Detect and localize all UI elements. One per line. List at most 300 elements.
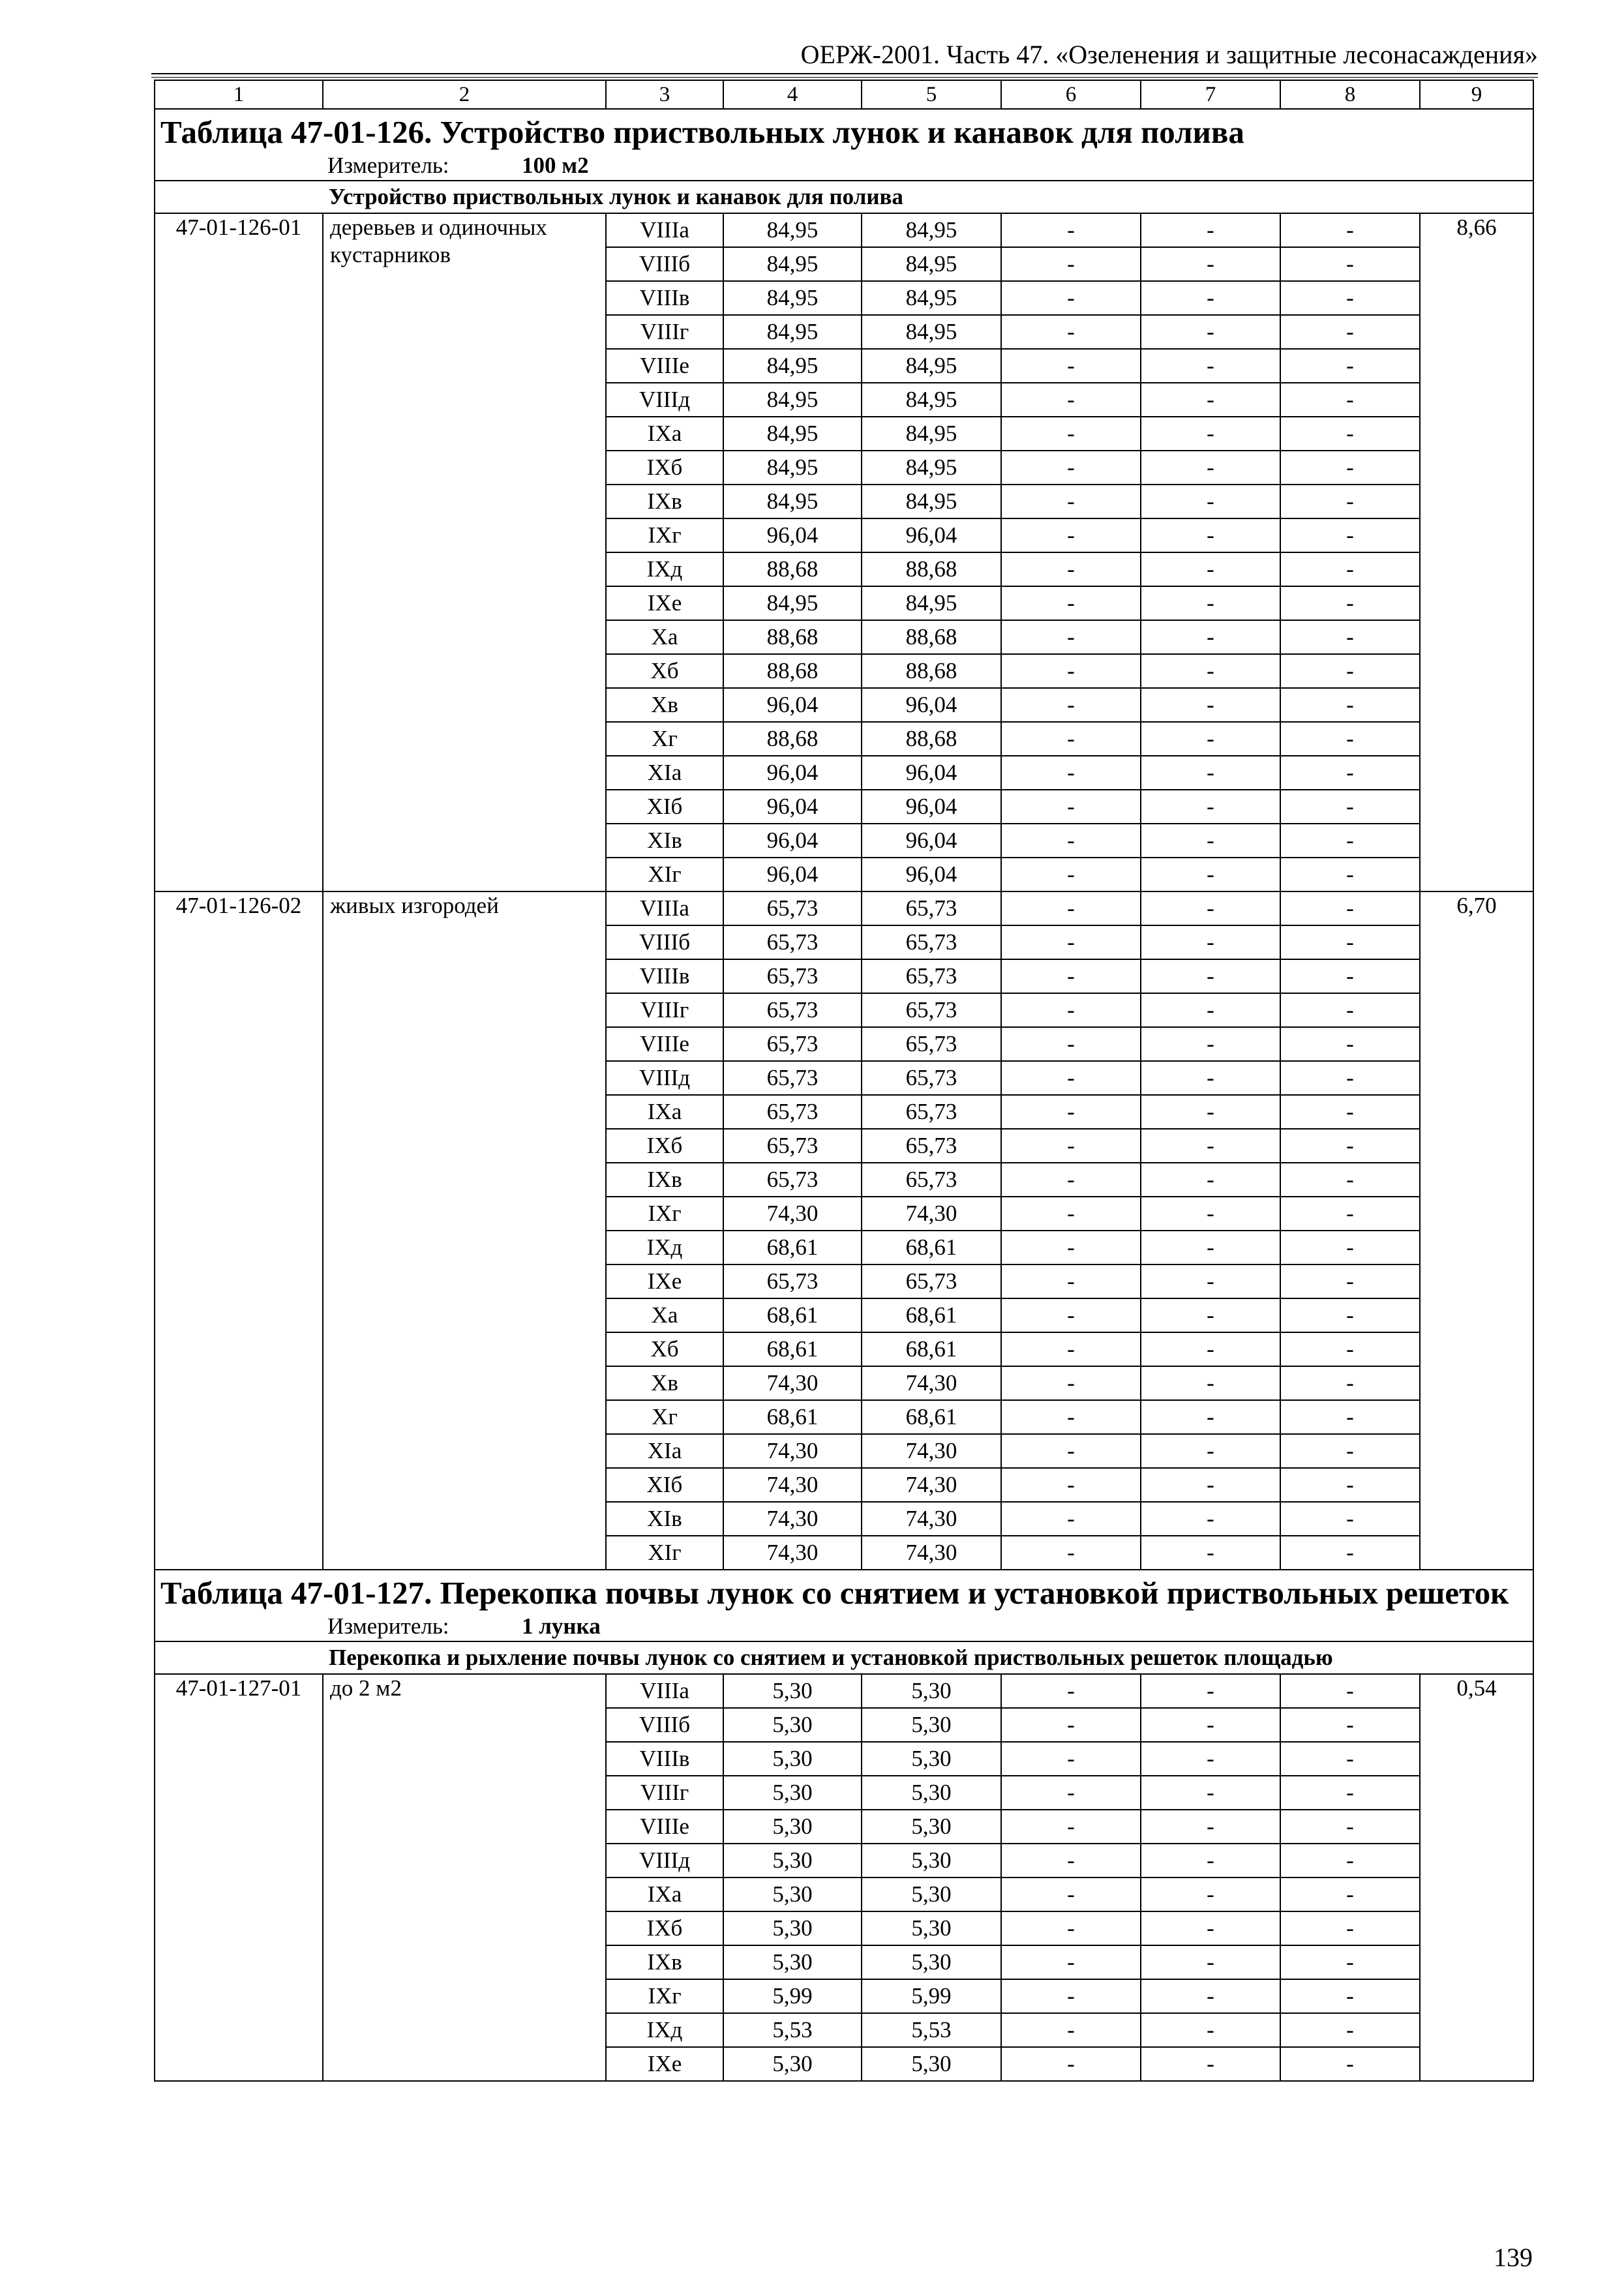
machinist-wages: - (1141, 281, 1280, 315)
machine-costs: - (1001, 451, 1141, 485)
region-class: IXб (606, 1129, 723, 1163)
machine-costs: - (1001, 518, 1141, 552)
machine-costs: - (1001, 1298, 1141, 1332)
table-title-cell (155, 1570, 1533, 1641)
region-class: VIIIг (606, 315, 723, 349)
direct-costs: 65,73 (723, 891, 862, 925)
labor-wages: 5,53 (862, 2013, 1001, 2047)
materials-costs: - (1280, 688, 1420, 722)
machine-costs: - (1001, 1027, 1141, 1061)
direct-costs: 5,30 (723, 1776, 862, 1810)
region-class: VIIIв (606, 1742, 723, 1776)
direct-costs: 5,53 (723, 2013, 862, 2047)
direct-costs: 5,30 (723, 1945, 862, 1979)
region-class: IXг (606, 518, 723, 552)
direct-costs: 84,95 (723, 383, 862, 417)
materials-costs: - (1280, 1979, 1420, 2013)
direct-costs: 84,95 (723, 417, 862, 451)
direct-costs: 96,04 (723, 518, 862, 552)
machinist-wages: - (1141, 790, 1280, 824)
machinist-wages: - (1141, 1536, 1280, 1570)
labor-wages: 5,30 (862, 1674, 1001, 1708)
machinist-wages: - (1141, 1776, 1280, 1810)
region-class: VIIIе (606, 349, 723, 383)
materials-costs: - (1280, 1231, 1420, 1264)
materials-costs: - (1280, 1502, 1420, 1536)
labor-wages: 65,73 (862, 993, 1001, 1027)
direct-costs: 65,73 (723, 1264, 862, 1298)
region-class: IXа (606, 1878, 723, 1911)
materials-costs: - (1280, 620, 1420, 654)
materials-costs: - (1280, 1674, 1420, 1708)
materials-costs: - (1280, 722, 1420, 756)
materials-costs: - (1280, 1366, 1420, 1400)
region-class: IXв (606, 485, 723, 518)
materials-costs: - (1280, 1400, 1420, 1434)
machinist-wages: - (1141, 552, 1280, 586)
materials-costs: - (1280, 959, 1420, 993)
direct-costs: 74,30 (723, 1502, 862, 1536)
direct-costs: 84,95 (723, 315, 862, 349)
materials-costs: - (1280, 891, 1420, 925)
machine-costs: - (1001, 315, 1141, 349)
direct-costs: 65,73 (723, 1027, 862, 1061)
materials-costs: - (1280, 1536, 1420, 1570)
machinist-wages: - (1141, 858, 1280, 891)
machinist-wages: - (1141, 620, 1280, 654)
direct-costs: 65,73 (723, 993, 862, 1027)
machine-costs: - (1001, 1129, 1141, 1163)
machinist-wages: - (1141, 349, 1280, 383)
region-class: XIб (606, 790, 723, 824)
region-class: VIIIа (606, 1674, 723, 1708)
direct-costs: 5,30 (723, 2047, 862, 2081)
machinist-wages: - (1141, 1264, 1280, 1298)
measurement-unit (160, 1612, 1527, 1641)
rate-description: деревьев и одиночных кустарников (323, 213, 606, 891)
machine-costs: - (1001, 552, 1141, 586)
machinist-wages: - (1141, 1742, 1280, 1776)
region-class: Xб (606, 1332, 723, 1366)
materials-costs: - (1280, 417, 1420, 451)
meter-value: 1 лунка (522, 1613, 601, 1639)
materials-costs: - (1280, 1844, 1420, 1878)
direct-costs: 84,95 (723, 213, 862, 247)
machine-costs: - (1001, 1911, 1141, 1945)
labor-wages: 84,95 (862, 383, 1001, 417)
region-class: XIб (606, 1468, 723, 1502)
region-class: IXб (606, 1911, 723, 1945)
materials-costs: - (1280, 1129, 1420, 1163)
region-class: Xа (606, 1298, 723, 1332)
labor-wages: 74,30 (862, 1502, 1001, 1536)
labor-wages: 65,73 (862, 1163, 1001, 1197)
machinist-wages: - (1141, 756, 1280, 790)
direct-costs: 88,68 (723, 620, 862, 654)
machine-costs: - (1001, 2013, 1141, 2047)
column-number: 8 (1280, 80, 1420, 109)
region-class: IXб (606, 451, 723, 485)
materials-costs: - (1280, 247, 1420, 281)
labor-wages: 74,30 (862, 1536, 1001, 1570)
labor-wages: 84,95 (862, 281, 1001, 315)
labor-wages: 68,61 (862, 1400, 1001, 1434)
machine-costs: - (1001, 281, 1141, 315)
labor-wages: 96,04 (862, 824, 1001, 858)
labor-wages: 65,73 (862, 1095, 1001, 1129)
labor-wages: 84,95 (862, 349, 1001, 383)
materials-costs: - (1280, 1163, 1420, 1197)
region-class: VIIIб (606, 1708, 723, 1742)
labor-wages: 74,30 (862, 1434, 1001, 1468)
machinist-wages: - (1141, 1298, 1280, 1332)
machinist-wages: - (1141, 383, 1280, 417)
machinist-wages: - (1141, 1844, 1280, 1878)
direct-costs: 65,73 (723, 1163, 862, 1197)
region-class: Xг (606, 1400, 723, 1434)
machine-costs: - (1001, 756, 1141, 790)
machine-costs: - (1001, 925, 1141, 959)
region-class: IXе (606, 586, 723, 620)
labor-wages: 88,68 (862, 654, 1001, 688)
direct-costs: 84,95 (723, 247, 862, 281)
region-class: IXг (606, 1197, 723, 1231)
header-rule (151, 73, 1538, 74)
region-class: XIв (606, 824, 723, 858)
rates-document (154, 80, 1533, 2082)
labor-wages: 74,30 (862, 1366, 1001, 1400)
measurement-unit (160, 151, 1527, 180)
table-row (155, 1674, 1533, 1708)
rate-description: живых изгородей (323, 891, 606, 1570)
materials-costs: - (1280, 790, 1420, 824)
machine-costs: - (1001, 1945, 1141, 1979)
labor-wages: 5,30 (862, 1911, 1001, 1945)
machinist-wages: - (1141, 1231, 1280, 1264)
materials-costs: - (1280, 1945, 1420, 1979)
region-class: Xв (606, 1366, 723, 1400)
meter-value: 100 м2 (522, 153, 589, 178)
machinist-wages: - (1141, 1095, 1280, 1129)
materials-costs: - (1280, 756, 1420, 790)
labor-wages: 5,30 (862, 1776, 1001, 1810)
materials-costs: - (1280, 1061, 1420, 1095)
machine-costs: - (1001, 1434, 1141, 1468)
materials-costs: - (1280, 858, 1420, 891)
materials-costs: - (1280, 349, 1420, 383)
rate-description: до 2 м2 (323, 1674, 606, 2081)
machine-costs: - (1001, 1979, 1141, 2013)
column-number: 6 (1001, 80, 1141, 109)
materials-costs: - (1280, 1878, 1420, 1911)
machinist-wages: - (1141, 1434, 1280, 1468)
materials-costs: - (1280, 518, 1420, 552)
machine-costs: - (1001, 1708, 1141, 1742)
direct-costs: 74,30 (723, 1366, 862, 1400)
machine-costs: - (1001, 1844, 1141, 1878)
region-class: Xб (606, 654, 723, 688)
region-class: XIа (606, 1434, 723, 1468)
direct-costs: 96,04 (723, 688, 862, 722)
materials-costs: - (1280, 485, 1420, 518)
machinist-wages: - (1141, 518, 1280, 552)
meter-label: Измеритель: (327, 153, 449, 178)
region-class: IXа (606, 417, 723, 451)
direct-costs: 5,30 (723, 1674, 862, 1708)
materials-costs: - (1280, 213, 1420, 247)
labor-wages: 84,95 (862, 417, 1001, 451)
column-number: 9 (1420, 80, 1533, 109)
machinist-wages: - (1141, 1468, 1280, 1502)
machine-costs: - (1001, 790, 1141, 824)
labor-wages: 68,61 (862, 1298, 1001, 1332)
direct-costs: 68,61 (723, 1231, 862, 1264)
machine-costs: - (1001, 417, 1141, 451)
machinist-wages: - (1141, 1400, 1280, 1434)
direct-costs: 68,61 (723, 1298, 862, 1332)
labor-wages: 65,73 (862, 959, 1001, 993)
work-subheading-row (155, 1641, 1533, 1674)
machine-costs: - (1001, 1061, 1141, 1095)
column-number: 5 (862, 80, 1001, 109)
labor-wages: 88,68 (862, 722, 1001, 756)
region-class: VIIIв (606, 959, 723, 993)
region-class: VIIIд (606, 1061, 723, 1095)
materials-costs: - (1280, 1810, 1420, 1844)
machinist-wages: - (1141, 1129, 1280, 1163)
machinist-wages: - (1141, 1708, 1280, 1742)
machine-costs: - (1001, 1742, 1141, 1776)
region-class: IXе (606, 1264, 723, 1298)
region-class: IXг (606, 1979, 723, 2013)
region-class: Xа (606, 620, 723, 654)
labor-wages: 96,04 (862, 688, 1001, 722)
column-number-row (155, 80, 1533, 109)
work-subheading-row (155, 181, 1533, 213)
region-class: VIIIе (606, 1027, 723, 1061)
machine-costs: - (1001, 1332, 1141, 1366)
machinist-wages: - (1141, 315, 1280, 349)
direct-costs: 84,95 (723, 485, 862, 518)
materials-costs: - (1280, 451, 1420, 485)
materials-costs: - (1280, 1708, 1420, 1742)
machine-costs: - (1001, 1197, 1141, 1231)
machinist-wages: - (1141, 1911, 1280, 1945)
machinist-wages: - (1141, 1027, 1280, 1061)
machinist-wages: - (1141, 925, 1280, 959)
direct-costs: 65,73 (723, 1061, 862, 1095)
labor-wages: 65,73 (862, 1129, 1001, 1163)
direct-costs: 96,04 (723, 790, 862, 824)
labor-wages: 5,30 (862, 1945, 1001, 1979)
machine-costs: - (1001, 722, 1141, 756)
materials-costs: - (1280, 925, 1420, 959)
labor-wages: 84,95 (862, 451, 1001, 485)
running-header: ОЕРЖ-2001. Часть 47. «Озеленения и защитные лесонасаждения» (800, 40, 1538, 69)
meter-label: Измеритель: (327, 1613, 449, 1639)
machinist-wages: - (1141, 1878, 1280, 1911)
machine-costs: - (1001, 824, 1141, 858)
table-row (155, 891, 1533, 925)
column-number: 3 (606, 80, 723, 109)
machinist-wages: - (1141, 1810, 1280, 1844)
labor-hours: 0,54 (1420, 1674, 1533, 2081)
region-class: IXв (606, 1945, 723, 1979)
labor-wages: 96,04 (862, 858, 1001, 891)
materials-costs: - (1280, 993, 1420, 1027)
table-title: Таблица 47-01-127. Перекопка почвы лунок со снятием и установкой приствольных решеток (160, 1575, 1509, 1611)
machinist-wages: - (1141, 2047, 1280, 2081)
machinist-wages: - (1141, 1366, 1280, 1400)
labor-wages: 96,04 (862, 518, 1001, 552)
region-class: XIа (606, 756, 723, 790)
direct-costs: 74,30 (723, 1197, 862, 1231)
region-class: XIг (606, 858, 723, 891)
machine-costs: - (1001, 1095, 1141, 1129)
region-class: VIIIд (606, 383, 723, 417)
work-subheading: Перекопка и рыхление почвы лунок со снятием и установкой приствольных решеток площадью (155, 1641, 1533, 1674)
direct-costs: 5,30 (723, 1878, 862, 1911)
direct-costs: 84,95 (723, 451, 862, 485)
direct-costs: 68,61 (723, 1400, 862, 1434)
region-class: VIIIа (606, 891, 723, 925)
labor-wages: 96,04 (862, 756, 1001, 790)
materials-costs: - (1280, 383, 1420, 417)
machine-costs: - (1001, 1674, 1141, 1708)
machine-costs: - (1001, 383, 1141, 417)
work-subheading: Устройство приствольных лунок и канавок для полива (155, 181, 1533, 213)
machinist-wages: - (1141, 1674, 1280, 1708)
table-row (155, 213, 1533, 247)
region-class: IXд (606, 552, 723, 586)
labor-wages: 65,73 (862, 1061, 1001, 1095)
machine-costs: - (1001, 349, 1141, 383)
direct-costs: 88,68 (723, 722, 862, 756)
labor-wages: 84,95 (862, 485, 1001, 518)
materials-costs: - (1280, 1197, 1420, 1231)
labor-wages: 5,30 (862, 2047, 1001, 2081)
direct-costs: 5,99 (723, 1979, 862, 2013)
region-class: XIг (606, 1536, 723, 1570)
region-class: Xв (606, 688, 723, 722)
materials-costs: - (1280, 1468, 1420, 1502)
direct-costs: 96,04 (723, 756, 862, 790)
materials-costs: - (1280, 1298, 1420, 1332)
materials-costs: - (1280, 1332, 1420, 1366)
machine-costs: - (1001, 1776, 1141, 1810)
materials-costs: - (1280, 315, 1420, 349)
direct-costs: 84,95 (723, 281, 862, 315)
rates-table (154, 80, 1534, 2082)
labor-wages: 84,95 (862, 213, 1001, 247)
materials-costs: - (1280, 1027, 1420, 1061)
direct-costs: 74,30 (723, 1434, 862, 1468)
machinist-wages: - (1141, 1502, 1280, 1536)
direct-costs: 74,30 (723, 1468, 862, 1502)
labor-wages: 5,30 (862, 1708, 1001, 1742)
region-class: IXд (606, 1231, 723, 1264)
machine-costs: - (1001, 1468, 1141, 1502)
machine-costs: - (1001, 485, 1141, 518)
machinist-wages: - (1141, 824, 1280, 858)
region-class: VIIIв (606, 281, 723, 315)
machine-costs: - (1001, 1502, 1141, 1536)
region-class: IXе (606, 2047, 723, 2081)
materials-costs: - (1280, 1434, 1420, 1468)
machinist-wages: - (1141, 1332, 1280, 1366)
column-number: 4 (723, 80, 862, 109)
machine-costs: - (1001, 1163, 1141, 1197)
direct-costs: 84,95 (723, 349, 862, 383)
labor-wages: 68,61 (862, 1332, 1001, 1366)
materials-costs: - (1280, 654, 1420, 688)
labor-wages: 65,73 (862, 1027, 1001, 1061)
direct-costs: 65,73 (723, 925, 862, 959)
labor-wages: 74,30 (862, 1197, 1001, 1231)
machine-costs: - (1001, 620, 1141, 654)
direct-costs: 96,04 (723, 858, 862, 891)
labor-hours: 8,66 (1420, 213, 1533, 891)
table-title: Таблица 47-01-126. Устройство приствольных лунок и канавок для полива (160, 114, 1244, 150)
labor-wages: 5,99 (862, 1979, 1001, 2013)
machine-costs: - (1001, 858, 1141, 891)
direct-costs: 65,73 (723, 1095, 862, 1129)
machinist-wages: - (1141, 1197, 1280, 1231)
machinist-wages: - (1141, 247, 1280, 281)
materials-costs: - (1280, 1742, 1420, 1776)
direct-costs: 5,30 (723, 1911, 862, 1945)
direct-costs: 65,73 (723, 1129, 862, 1163)
materials-costs: - (1280, 2047, 1420, 2081)
materials-costs: - (1280, 586, 1420, 620)
labor-wages: 88,68 (862, 620, 1001, 654)
table-title-row (155, 1570, 1533, 1641)
machine-costs: - (1001, 959, 1141, 993)
table-title-cell (155, 109, 1533, 181)
direct-costs: 5,30 (723, 1708, 862, 1742)
machine-costs: - (1001, 1878, 1141, 1911)
rate-code: 47-01-127-01 (155, 1674, 323, 2081)
page-number: 139 (1494, 2243, 1533, 2272)
direct-costs: 68,61 (723, 1332, 862, 1366)
machinist-wages: - (1141, 1979, 1280, 2013)
direct-costs: 5,30 (723, 1844, 862, 1878)
region-class: XIв (606, 1502, 723, 1536)
column-number: 2 (323, 80, 606, 109)
materials-costs: - (1280, 1911, 1420, 1945)
direct-costs: 5,30 (723, 1810, 862, 1844)
direct-costs: 74,30 (723, 1536, 862, 1570)
machine-costs: - (1001, 1264, 1141, 1298)
direct-costs: 88,68 (723, 654, 862, 688)
machinist-wages: - (1141, 1163, 1280, 1197)
materials-costs: - (1280, 1095, 1420, 1129)
labor-wages: 5,30 (862, 1742, 1001, 1776)
machinist-wages: - (1141, 959, 1280, 993)
labor-wages: 5,30 (862, 1810, 1001, 1844)
region-class: IXв (606, 1163, 723, 1197)
region-class: IXд (606, 2013, 723, 2047)
materials-costs: - (1280, 552, 1420, 586)
labor-wages: 84,95 (862, 586, 1001, 620)
labor-wages: 65,73 (862, 1264, 1001, 1298)
machinist-wages: - (1141, 451, 1280, 485)
machine-costs: - (1001, 1536, 1141, 1570)
region-class: VIIIе (606, 1810, 723, 1844)
machine-costs: - (1001, 688, 1141, 722)
machine-costs: - (1001, 1231, 1141, 1264)
table-title-row (155, 109, 1533, 181)
